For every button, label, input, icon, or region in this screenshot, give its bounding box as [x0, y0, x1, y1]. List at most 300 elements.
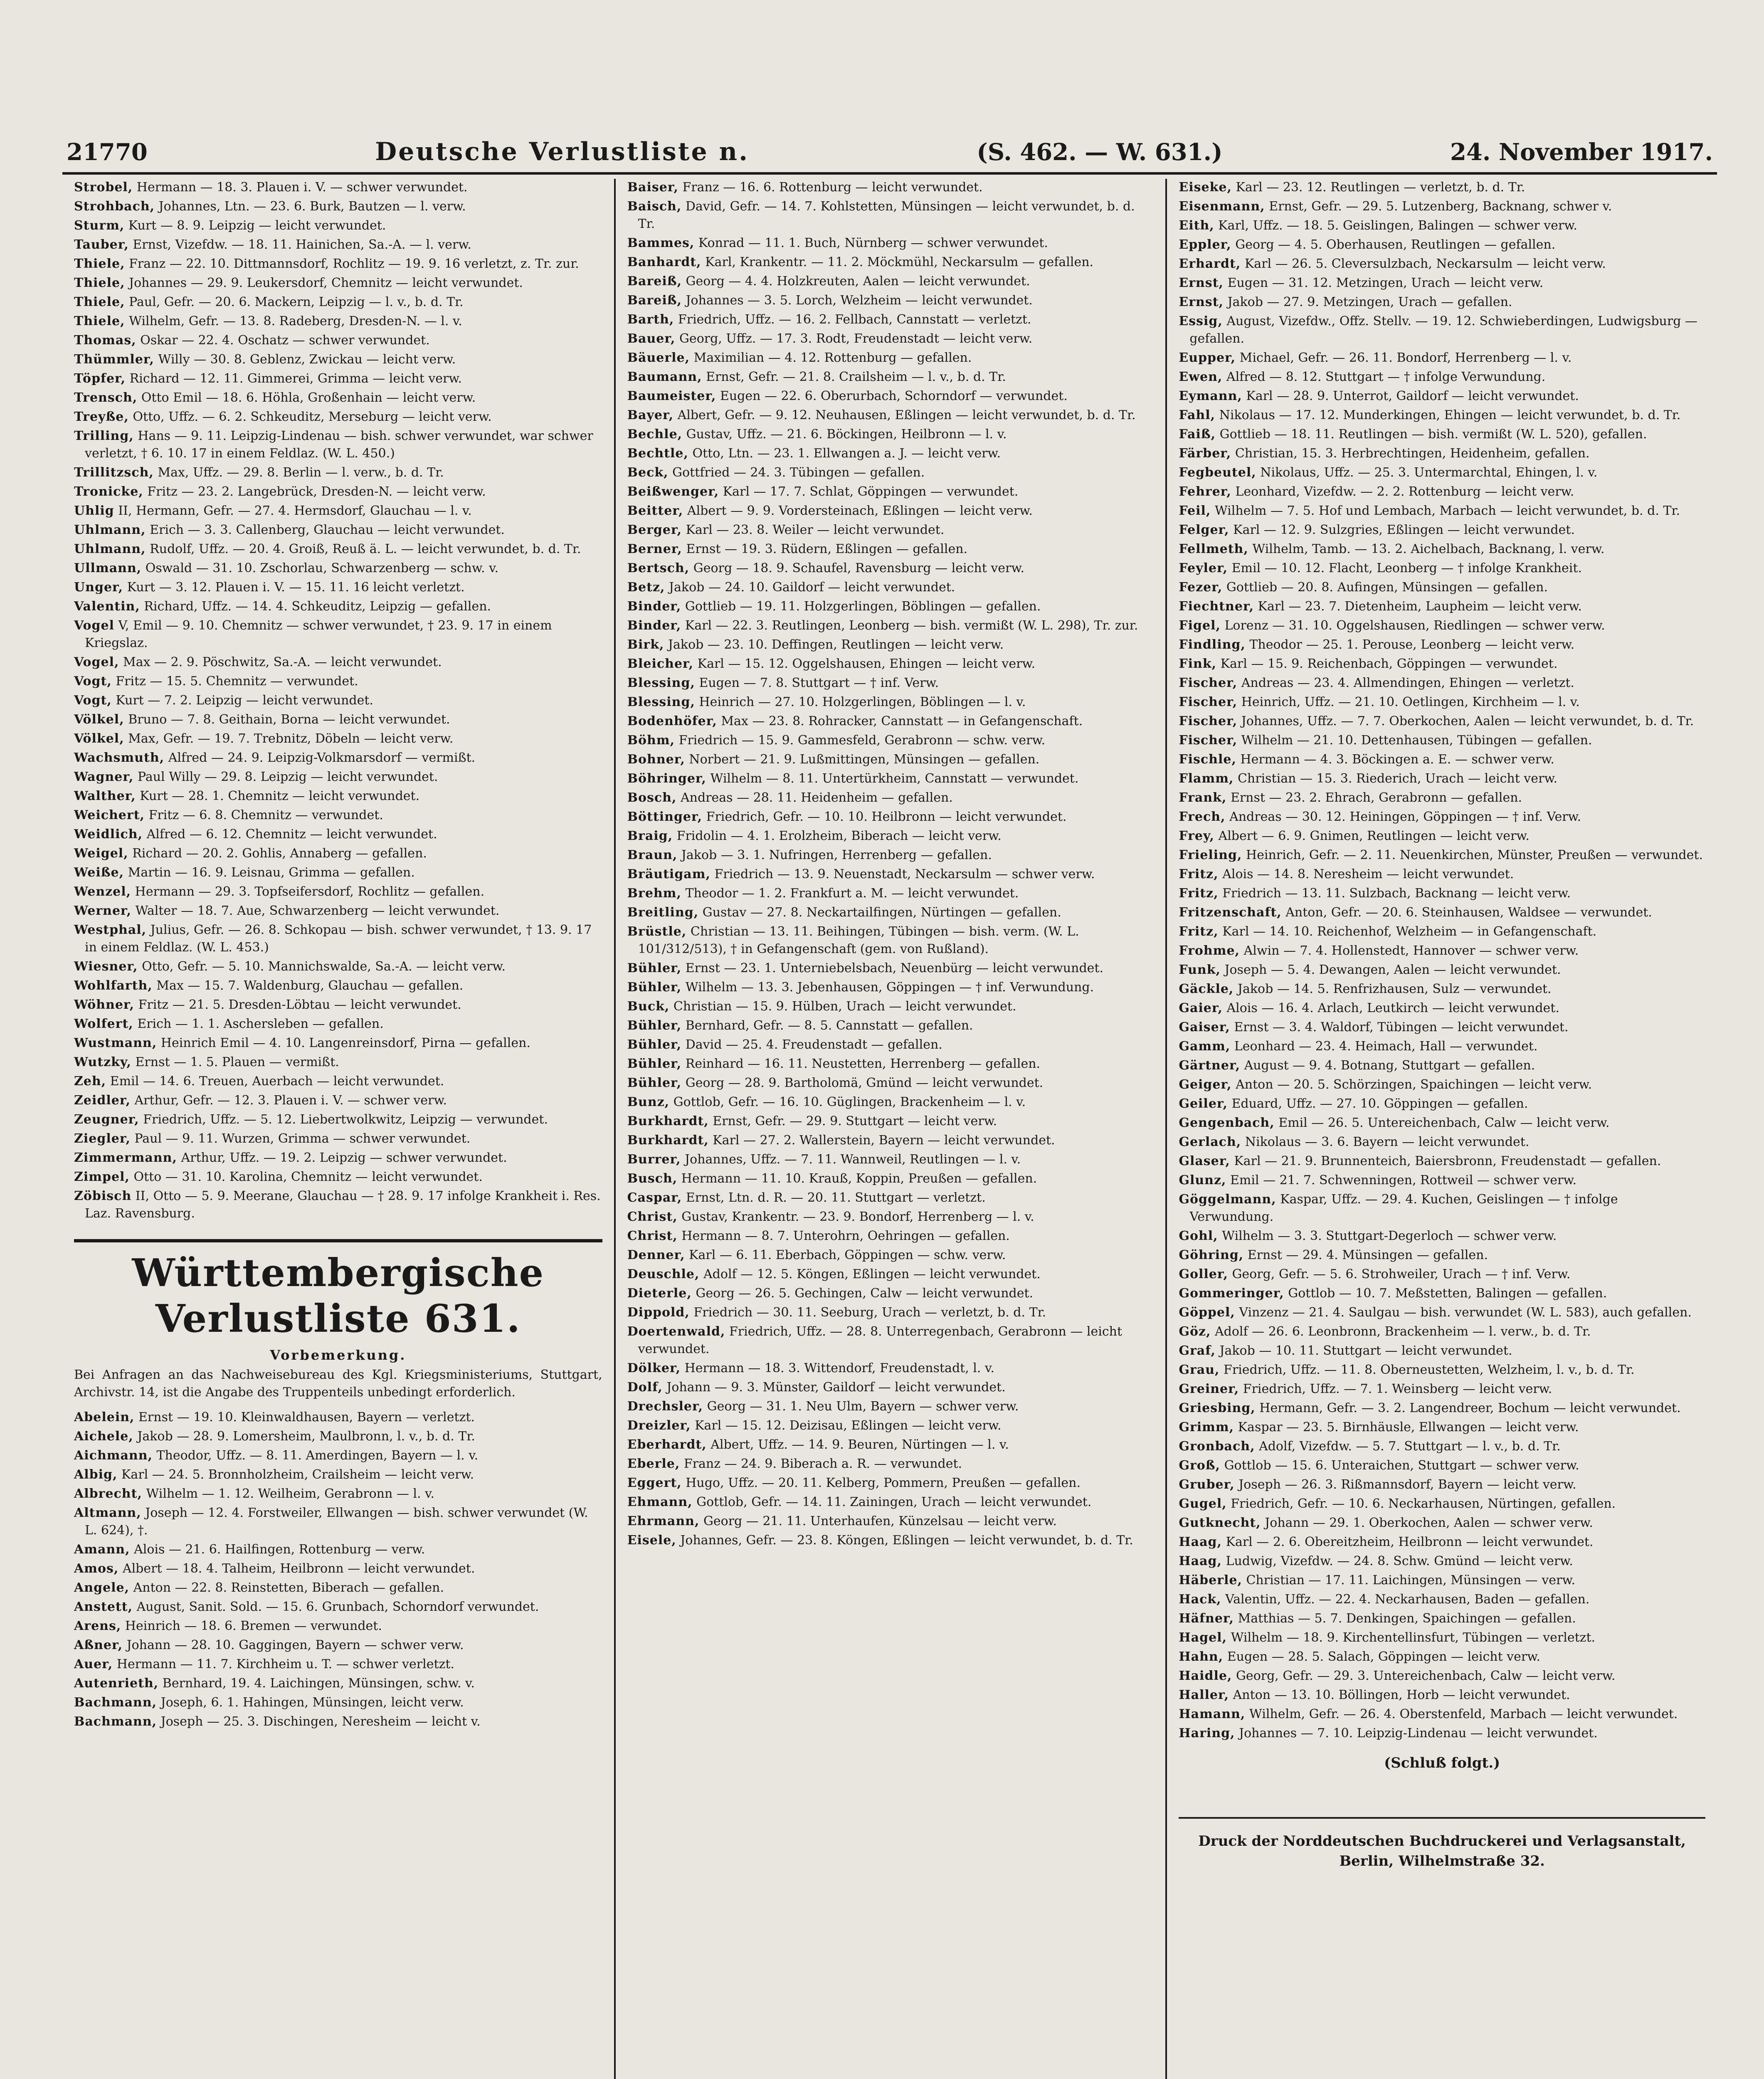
entry-surname: Zeidler,: [74, 1093, 131, 1108]
entry-surname: Fritzenschaft,: [1179, 905, 1282, 920]
entry-details: Arthur, Uffz. — 19. 2. Leipzig — schwer verwundet.: [181, 1151, 507, 1165]
entry-surname: Gutknecht,: [1179, 1516, 1261, 1530]
entry-details: Franz — 24. 9. Biberach a. R. — verwundet.: [683, 1457, 962, 1471]
casualty-entry: [74, 902, 602, 920]
entry-surname: Faiß,: [1179, 427, 1216, 442]
entry-surname: Wiesner,: [74, 959, 138, 974]
entry-surname: Frieling,: [1179, 848, 1242, 862]
entry-details: Paul — 9. 11. Wurzen, Grimma — schwer verwundet.: [134, 1131, 471, 1146]
entry-details: Alois — 14. 8. Neresheim — leicht verwundet.: [1222, 867, 1514, 881]
entry-surname: Blessing,: [627, 676, 695, 690]
entry-details: Hermann — 29. 3. Topfseifersdorf, Rochlitz — gefallen.: [135, 884, 485, 899]
entry-details: Friedrich — 30. 11. Seeburg, Urach — verletzt, b. d. Tr.: [693, 1305, 1046, 1320]
entry-surname: Bräutigam,: [627, 867, 711, 881]
casualty-entry: [627, 1513, 1154, 1530]
entry-details: Johann — 9. 3. Münster, Gaildorf — leicht verwundet.: [666, 1380, 1006, 1395]
entry-details: Ernst, Ltn. d. R. — 20. 11. Stuttgart — verletzt.: [686, 1190, 986, 1205]
entry-surname: Vogel,: [74, 655, 119, 669]
casualty-entry: [1179, 388, 1705, 405]
casualty-entry: [1179, 923, 1705, 941]
casualty-entry: [74, 332, 602, 349]
entry-surname: Deuschle,: [627, 1267, 700, 1281]
casualty-entry: [627, 789, 1154, 807]
entry-details: Emil — 21. 7. Schwenningen, Rottweil — schwer verw.: [1230, 1173, 1577, 1188]
casualty-entry: [74, 921, 602, 956]
casualty-entry: [1179, 294, 1705, 311]
entry-surname: Unger,: [74, 580, 123, 595]
casualty-entry: [627, 1189, 1154, 1207]
entry-surname: Gaier,: [1179, 1001, 1223, 1015]
entry-surname: Albrecht,: [74, 1486, 142, 1501]
casualty-entry: [627, 1208, 1154, 1226]
casualty-entry: [627, 847, 1154, 864]
entry-surname: Hagel,: [1179, 1630, 1227, 1645]
entry-surname: Hamann,: [1179, 1707, 1246, 1721]
casualty-entry: [74, 502, 602, 520]
entry-surname: Weigel,: [74, 846, 128, 861]
entry-details: Andreas — 28. 11. Heidenheim — gefallen.: [680, 790, 953, 805]
entry-surname: Brüstle,: [627, 924, 687, 939]
entry-details: Georg — 4. 5. Oberhausen, Reutlingen — gefallen.: [1235, 237, 1556, 252]
entry-details: Ernst — 19. 3. Rüdern, Eßlingen — gefallen.: [686, 542, 968, 556]
casualty-entry: [627, 483, 1154, 501]
entry-surname: Trillitzsch,: [74, 465, 154, 480]
entry-surname: Barth,: [627, 312, 674, 327]
casualty-entry: [627, 1455, 1154, 1473]
casualty-entry: [1179, 541, 1705, 558]
entry-details: Albert — 18. 4. Talheim, Heilbronn — leicht verwundet.: [122, 1561, 475, 1576]
entry-details: Fridolin — 4. 1. Erolzheim, Biberach — leicht verw.: [676, 829, 1002, 843]
casualty-entry: [627, 1360, 1154, 1377]
entry-details: Jakob — 10. 11. Stuttgart — leicht verwundet.: [1219, 1343, 1512, 1358]
page-header: [62, 137, 1717, 175]
entry-surname: Wutzky,: [74, 1055, 131, 1069]
casualty-entry: [1179, 198, 1705, 215]
casualty-entry: [1179, 866, 1705, 883]
entry-details: Hugo, Uffz. — 20. 11. Kelberg, Pommern, Preußen — gefallen.: [686, 1476, 1081, 1490]
casualty-entry: [627, 1304, 1154, 1321]
casualty-entry: [1179, 1114, 1705, 1132]
casualty-entry: [74, 864, 602, 881]
casualty-entry: [1179, 904, 1705, 921]
casualty-entry: [74, 692, 602, 709]
entry-details: Fritz — 21. 5. Dresden-Löbtau — leicht verwundet.: [138, 998, 461, 1012]
column-middle: [614, 179, 1166, 2079]
entry-surname: Wenzel,: [74, 884, 131, 899]
casualty-entry: [627, 1398, 1154, 1415]
entry-details: Hermann — 18. 3. Wittendorf, Freudenstadt, l. v.: [684, 1361, 994, 1375]
entry-surname: Wagner,: [74, 770, 134, 784]
casualty-entry: [627, 674, 1154, 692]
casualty-entry: [627, 521, 1154, 539]
entry-surname: Bodenhöfer,: [627, 714, 717, 728]
entry-surname: Bühler,: [627, 961, 682, 975]
casualty-entry: [74, 1111, 602, 1128]
entry-surname: Völkel,: [74, 731, 124, 746]
entry-surname: Eymann,: [1179, 389, 1242, 403]
entry-surname: Gommeringer,: [1179, 1286, 1284, 1301]
casualty-entry: [1179, 1266, 1705, 1283]
casualty-entry: [74, 598, 602, 615]
casualty-entry: [1179, 179, 1705, 196]
entry-surname: Zöbisch: [74, 1189, 132, 1203]
casualty-entry: [1179, 1457, 1705, 1474]
entry-details: Oskar — 22. 4. Oschatz — schwer verwundet.: [140, 333, 430, 348]
entry-surname: Glaser,: [1179, 1154, 1230, 1168]
casualty-entry: [627, 1151, 1154, 1168]
casualty-entry: [74, 1447, 602, 1464]
casualty-entry: [1179, 770, 1705, 788]
entry-details: David — 25. 4. Freudenstadt — gefallen.: [685, 1037, 942, 1052]
entry-details: Gottfried — 24. 3. Tübingen — gefallen.: [672, 465, 925, 480]
entry-details: Wilhelm — 3. 3. Stuttgart-Degerloch — schwer verw.: [1222, 1229, 1557, 1243]
entry-surname: Ernst,: [1179, 276, 1224, 290]
casualty-entry: [627, 560, 1154, 577]
entry-details: Max — 15. 7. Waldenburg, Glauchau — gefallen.: [156, 978, 464, 993]
entry-details: Richard — 20. 2. Gohlis, Annaberg — gefallen.: [132, 846, 427, 861]
casualty-entry: [74, 464, 602, 481]
casualty-entry: [627, 808, 1154, 826]
casualty-entry: [1179, 1591, 1705, 1608]
entry-details: Eugen — 28. 5. Salach, Göppingen — leicht verw.: [1227, 1649, 1540, 1664]
entry-surname: Eppler,: [1179, 237, 1231, 252]
entry-surname: Westphal,: [74, 923, 147, 937]
entry-details: Jakob — 3. 1. Nufringen, Herrenberg — gefallen.: [681, 848, 992, 862]
entry-surname: Töpfer,: [74, 371, 126, 386]
casualty-entry: [74, 255, 602, 273]
entry-details: Anton — 13. 10. Böllingen, Horb — leicht verwundet.: [1233, 1688, 1570, 1702]
entry-surname: Haller,: [1179, 1688, 1229, 1702]
entry-surname: Brehm,: [627, 886, 681, 901]
casualty-entry: [627, 349, 1154, 367]
entry-details: Karl — 27. 2. Wallerstein, Bayern — leicht verwundet.: [713, 1133, 1055, 1148]
casualty-entry: [627, 694, 1154, 711]
entry-surname: Bertsch,: [627, 561, 690, 575]
entry-details: Jakob — 27. 9. Metzingen, Urach — gefallen.: [1227, 295, 1512, 309]
casualty-entry: [74, 198, 602, 215]
entry-details: Willy — 30. 8. Geblenz, Zwickau — leicht verw.: [158, 352, 456, 367]
casualty-entry: [74, 483, 602, 501]
entry-surname: Fritz,: [1179, 886, 1219, 901]
casualty-entry: [627, 464, 1154, 481]
entry-details: Georg — 26. 5. Gechingen, Calw — leicht verwundet.: [696, 1286, 1034, 1301]
entry-surname: Färber,: [1179, 446, 1231, 461]
entry-details: Andreas — 30. 12. Heiningen, Göppingen — † inf. Verw.: [1229, 810, 1581, 824]
entry-surname: Völkel,: [74, 712, 124, 727]
entry-surname: Griesbing,: [1179, 1401, 1256, 1415]
entry-surname: Wohlfarth,: [74, 978, 153, 993]
entry-details: Karl — 23. 7. Dietenheim, Laupheim — leicht verw.: [1258, 599, 1582, 614]
entry-surname: Binder,: [627, 618, 681, 633]
entry-details: Ernst, Gefr. — 21. 8. Crailsheim — l. v., b. d. Tr.: [706, 370, 1006, 384]
casualty-entry: [627, 388, 1154, 405]
entry-surname: Valentin,: [74, 599, 140, 614]
entry-surname: Fellmeth,: [1179, 542, 1248, 556]
entry-surname: Böhringer,: [627, 771, 706, 786]
casualty-entry: [627, 1494, 1154, 1511]
casualty-entry: [627, 579, 1154, 596]
entry-details: Hermann — 8. 7. Unterohrn, Oehringen — gefallen.: [681, 1229, 1010, 1243]
entry-surname: Binder,: [627, 599, 681, 614]
entry-details: Gustav, Uffz. — 21. 6. Böckingen, Heilbronn — l. v.: [686, 427, 1007, 442]
entry-details: Wilhelm — 8. 11. Untertürkheim, Cannstatt — verwundet.: [710, 771, 1079, 786]
entry-details: Alois — 16. 4. Arlach, Leutkirch — leicht verwundet.: [1226, 1001, 1559, 1015]
entry-surname: Abelein,: [74, 1410, 135, 1425]
entry-surname: Gerlach,: [1179, 1135, 1241, 1149]
casualty-entry: [627, 330, 1154, 348]
casualty-entry: [627, 235, 1154, 252]
casualty-entry: [1179, 1019, 1705, 1036]
casualty-entry: [1179, 1191, 1705, 1226]
entry-details: Karl — 15. 9. Reichenbach, Göppingen — verwundet.: [1220, 657, 1558, 671]
entry-details: Nikolaus — 17. 12. Munderkingen, Ehingen — leicht verwundet, b. d. Tr.: [1219, 408, 1681, 422]
entry-details: Gottlieb — 19. 11. Holzgerlingen, Böblingen — gefallen.: [685, 599, 1041, 614]
entry-list: [1179, 179, 1705, 1742]
casualty-entry: [1179, 1133, 1705, 1151]
entry-details: Kurt — 7. 2. Leipzig — leicht verwundet.: [116, 693, 373, 708]
entry-surname: Eith,: [1179, 218, 1214, 233]
entry-details: Jakob — 24. 10. Gaildorf — leicht verwundet.: [669, 580, 955, 595]
entry-details: Vinzenz — 21. 4. Saulgau — bish. verwundet (W. L. 583), auch gefallen.: [1239, 1305, 1692, 1320]
entry-details: Martin — 16. 9. Leisnau, Grimma — gefallen.: [128, 865, 415, 880]
casualty-entry: [627, 1113, 1154, 1130]
entry-details: Friedrich, Uffz. — 5. 12. Liebertwolkwitz, Leipzig — verwundet.: [143, 1112, 548, 1127]
entry-details: August, Sanit. Sold. — 15. 6. Grunbach, Schorndorf verwundet.: [136, 1600, 539, 1614]
issue-date: 24. November 1917.: [1450, 138, 1713, 166]
entry-details: Ernst — 23. 2. Ehrach, Gerabronn — gefallen.: [1230, 790, 1522, 805]
casualty-entry: [74, 1188, 602, 1222]
entry-details: Eugen — 31. 12. Metzingen, Urach — leicht verw.: [1227, 276, 1544, 290]
entry-details: Ludwig, Vizefdw. — 24. 8. Schw. Gmünd — leicht verw.: [1226, 1554, 1573, 1568]
entry-surname: Groß,: [1179, 1458, 1221, 1473]
entry-surname: Geiger,: [1179, 1077, 1232, 1092]
entry-surname: Altmann,: [74, 1506, 141, 1520]
entry-surname: Burkhardt,: [627, 1133, 709, 1148]
entry-details: Joseph — 5. 4. Dewangen, Aalen — leicht verwundet.: [1224, 963, 1561, 977]
entry-surname: Funk,: [1179, 963, 1221, 977]
casualty-entry: [627, 1055, 1154, 1073]
entry-surname: Berger,: [627, 523, 682, 537]
entry-surname: Uhlmann,: [74, 523, 146, 537]
entry-surname: Vogt,: [74, 674, 112, 689]
entry-surname: Burrer,: [627, 1152, 681, 1167]
entry-surname: Tauber,: [74, 237, 129, 252]
casualty-entry: [1179, 847, 1705, 864]
casualty-entry: [627, 617, 1154, 635]
entry-details: Max — 2. 9. Pöschwitz, Sa.-A. — leicht verwundet.: [123, 655, 442, 669]
casualty-entry: [1179, 617, 1705, 635]
entry-details: Otto, Gefr. — 5. 10. Mannichswalde, Sa.-A. — leicht verw.: [142, 959, 506, 974]
entry-surname: Strobel,: [74, 180, 133, 195]
casualty-entry: [74, 1637, 602, 1654]
entry-details: Joseph — 26. 3. Rißmannsdorf, Bayern — leicht verw.: [1239, 1477, 1576, 1492]
casualty-entry: [74, 408, 602, 426]
casualty-entry: [74, 1035, 602, 1052]
entry-details: Christian — 15. 3. Riederich, Urach — leicht verw.: [1237, 771, 1557, 786]
section-divider: [74, 1239, 602, 1242]
casualty-entry: [1179, 1610, 1705, 1627]
entry-surname: Häfner,: [1179, 1611, 1234, 1626]
casualty-entry: [74, 313, 602, 330]
entry-details: Max, Gefr. — 19. 7. Trebnitz, Döbeln — leicht verw.: [128, 731, 454, 746]
entry-surname: Vogt,: [74, 693, 112, 708]
casualty-entry: [627, 866, 1154, 883]
casualty-entry: [627, 1379, 1154, 1396]
casualty-entry: [627, 179, 1154, 196]
entry-surname: Amos,: [74, 1561, 119, 1576]
entry-details: Johannes — 7. 10. Leipzig-Lindenau — leicht verwundet.: [1239, 1726, 1598, 1741]
casualty-entry: [1179, 1438, 1705, 1455]
casualty-entry: [1179, 1572, 1705, 1589]
entry-details: Georg — 18. 9. Schaufel, Ravensburg — leicht verw.: [693, 561, 1025, 575]
entry-surname: Graf,: [1179, 1343, 1216, 1358]
casualty-entry: [1179, 1476, 1705, 1494]
entry-details: Otto Emil — 18. 6. Höhla, Großenhain — leicht verw.: [141, 390, 476, 405]
entry-details: Nikolaus, Uffz. — 25. 3. Untermarchtal, Ehingen, l. v.: [1260, 465, 1598, 480]
entry-surname: Thiele,: [74, 314, 125, 328]
entry-details: Wilhelm — 1. 12. Weilheim, Gerabronn — l. v.: [146, 1486, 434, 1501]
entry-surname: Uhlig: [74, 504, 114, 518]
entry-details: Max — 23. 8. Rohracker, Cannstatt — in Gefangenschaft.: [721, 714, 1083, 728]
entry-surname: Buck,: [627, 999, 670, 1014]
entry-details: Bernhard, 19. 4. Laichingen, Münsingen, schw. v.: [162, 1676, 475, 1691]
casualty-entry: [74, 1579, 602, 1597]
entry-list: [74, 1409, 602, 1731]
entry-details: Georg — 21. 11. Unterhaufen, Künzelsau — leicht verw.: [703, 1514, 1057, 1528]
entry-details: Johannes — 3. 5. Lorch, Welzheim — leicht verwundet.: [686, 293, 1033, 308]
casualty-entry: [627, 426, 1154, 443]
casualty-entry: [1179, 483, 1705, 501]
casualty-entry: [1179, 732, 1705, 749]
casualty-entry: [74, 427, 602, 462]
entry-details: Gottlieb — 20. 8. Aufingen, Münsingen — gefallen.: [1226, 580, 1548, 595]
casualty-entry: [627, 770, 1154, 788]
column-right: [1165, 179, 1717, 2079]
entry-details: Rudolf, Uffz. — 20. 4. Groiß, Reuß ä. L. — leicht verwundet, b. d. Tr.: [150, 542, 581, 556]
entry-details: Hans — 9. 11. Leipzig-Lindenau — bish. schwer verwundet, war schwer verletzt, † 6. 10. 17 in einem Feldlaz. (W. L. 450.): [85, 429, 593, 461]
entry-details: Ernst — 19. 10. Kleinwaldhausen, Bayern — verletzt.: [138, 1410, 475, 1425]
entry-surname: Göhring,: [1179, 1248, 1244, 1262]
entry-details: Karl — 6. 11. Eberbach, Göppingen — schw. verw.: [689, 1248, 1006, 1262]
entry-details: Alois — 21. 6. Hailfingen, Rottenburg — verw.: [134, 1542, 425, 1557]
casualty-entry: [74, 236, 602, 254]
entry-details: Heinrich Emil — 4. 10. Langenreinsdorf, Pirna — gefallen.: [160, 1036, 530, 1050]
entry-details: Alfred — 6. 12. Chemnitz — leicht verwundet.: [146, 827, 437, 842]
casualty-entry: [74, 217, 602, 235]
casualty-entry: [627, 1417, 1154, 1435]
casualty-entry: [74, 826, 602, 843]
entry-details: Georg — 31. 1. Neu Ulm, Bayern — schwer verw.: [707, 1399, 1019, 1414]
casualty-entry: [1179, 426, 1705, 443]
entry-details: Fritz — 15. 5. Chemnitz — verwundet.: [116, 674, 358, 689]
casualty-entry: [1179, 1667, 1705, 1685]
entry-surname: Eisenmann,: [1179, 199, 1265, 214]
entry-surname: Caspar,: [627, 1190, 682, 1205]
casualty-entry: [1179, 1629, 1705, 1647]
entry-details: Richard, Uffz. — 14. 4. Schkeuditz, Leipzig — gefallen.: [144, 599, 491, 614]
entry-surname: Treyße,: [74, 410, 129, 424]
entry-details: Friedrich, Gefr. — 10. 6. Neckarhausen, Nürtingen, gefallen.: [1231, 1496, 1616, 1511]
entry-details: Kurt — 28. 1. Chemnitz — leicht verwundet.: [140, 789, 420, 803]
entry-surname: Bauer,: [627, 331, 676, 346]
casualty-entry: [1179, 502, 1705, 520]
entry-surname: Wustmann,: [74, 1036, 157, 1050]
entry-surname: Baisch,: [627, 199, 682, 214]
entry-surname: Dölker,: [627, 1361, 681, 1375]
casualty-entry: [74, 1428, 602, 1445]
casualty-entry: [1179, 1285, 1705, 1302]
entry-details: Georg — 4. 4. Holzkreuten, Aalen — leicht verwundet.: [686, 274, 1030, 289]
casualty-entry: [1179, 885, 1705, 902]
casualty-entry: [1179, 407, 1705, 424]
entry-details: Gottlob, Gefr. — 14. 11. Zainingen, Urach — leicht verwundet.: [696, 1495, 1092, 1509]
casualty-entry: [1179, 694, 1705, 711]
casualty-entry: [1179, 464, 1705, 481]
entry-list: [74, 179, 602, 1222]
casualty-entry: [74, 294, 602, 311]
entry-details: Gottlob — 15. 6. Unteraichen, Stuttgart — schwer verw.: [1224, 1458, 1579, 1473]
entry-details: Andreas — 23. 4. Allmendingen, Ehingen — verletzt.: [1241, 676, 1574, 690]
entry-details: Johannes — 29. 9. Leukersdorf, Chemnitz — leicht verwundet.: [129, 276, 523, 290]
casualty-entry: [627, 1017, 1154, 1035]
entry-surname: Fink,: [1179, 657, 1217, 671]
entry-details: Arthur, Gefr. — 12. 3. Plauen i. V. — schwer verw.: [134, 1093, 447, 1108]
entry-surname: Angele,: [74, 1580, 130, 1595]
entry-surname: Werner,: [74, 904, 132, 918]
casualty-entry: [74, 1504, 602, 1539]
entry-details: Friedrich, Uffz. — 16. 2. Fellbach, Cannstatt — verletzt.: [678, 312, 1031, 327]
casualty-entry: [1179, 1247, 1705, 1264]
casualty-entry: [74, 1713, 602, 1731]
publication-title: Deutsche Verlustliste n.: [375, 137, 750, 166]
entry-surname: Fegbeutel,: [1179, 465, 1256, 480]
entry-surname: Frohme,: [1179, 943, 1240, 958]
casualty-entry: [1179, 217, 1705, 235]
entry-details: Johannes, Gefr. — 23. 8. Köngen, Eßlingen — leicht verwundet, b. d. Tr.: [680, 1533, 1133, 1548]
entry-details: Bernhard, Gefr. — 8. 5. Cannstatt — gefallen.: [685, 1018, 973, 1033]
entry-surname: Christ,: [627, 1210, 678, 1224]
entry-details: Heinrich, Uffz. — 21. 10. Oetlingen, Kirchheim — l. v.: [1241, 695, 1580, 709]
entry-details: II, Otto — 5. 9. Meerane, Glauchau — † 28. 9. 17 infolge Krankheit i. Res. Laz. Ravensburg.: [85, 1189, 601, 1221]
entry-surname: Eupper,: [1179, 351, 1236, 365]
entry-surname: Bammes,: [627, 236, 695, 250]
casualty-entry: [627, 368, 1154, 386]
entry-surname: Fritz,: [1179, 924, 1219, 939]
entry-surname: Böhm,: [627, 733, 675, 748]
entry-surname: Eggert,: [627, 1476, 682, 1490]
entry-details: Emil — 14. 6. Treuen, Auerbach — leicht verwundet.: [110, 1074, 444, 1089]
entry-surname: Böttinger,: [627, 810, 703, 824]
casualty-entry: [1179, 1057, 1705, 1074]
entry-details: Anton — 20. 5. Schörzingen, Spaichingen — leicht verw.: [1236, 1077, 1592, 1092]
entry-surname: Gamm,: [1179, 1039, 1231, 1054]
entry-surname: Fischer,: [1179, 714, 1238, 728]
column-left: [62, 179, 614, 2079]
entry-details: Theodor — 1. 2. Frankfurt a. M. — leicht verwundet.: [685, 886, 1019, 901]
casualty-entry: [74, 1617, 602, 1635]
entry-surname: Wolfert,: [74, 1017, 133, 1031]
entry-details: Gottlob, Gefr. — 16. 10. Güglingen, Brackenheim — l. v.: [673, 1095, 1026, 1109]
entry-surname: Haring,: [1179, 1726, 1235, 1741]
entry-details: Karl — 2. 6. Obereitzheim, Heilbronn — leicht verwundet.: [1226, 1535, 1594, 1549]
entry-details: August, Vizefdw., Offz. Stellv. — 19. 12. Schwieberdingen, Ludwigsburg — gefallen.: [1189, 314, 1697, 346]
casualty-entry: [627, 254, 1154, 271]
casualty-entry: [74, 1598, 602, 1616]
section-notice: Bei Anfragen an das Nachweisebureau des Kgl. Kriegsministeriums, Stuttgart, Archivstr. 14, ist die Angabe des Truppenteils unbedingt erforderlich.: [74, 1368, 602, 1400]
casualty-entry: [74, 845, 602, 862]
entry-surname: Bühler,: [627, 1037, 682, 1052]
entry-surname: Birk,: [627, 637, 664, 652]
